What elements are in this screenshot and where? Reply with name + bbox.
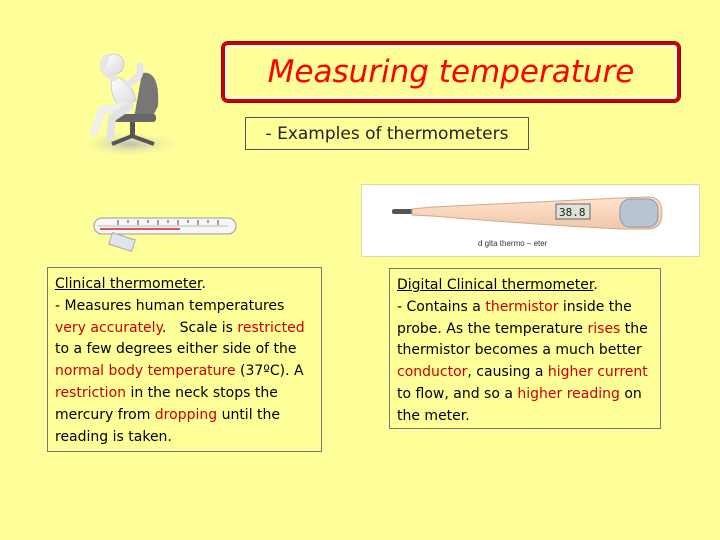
subtitle-box (245, 117, 529, 150)
clinical-thermometer-icon (88, 210, 240, 254)
highlight-text: conductor (397, 364, 468, 381)
text-segment: . Scale is (161, 319, 238, 336)
subtitle: - Examples of thermometers (265, 123, 509, 144)
text-segment: in the neck stops the mercury from (55, 384, 278, 423)
text-segment: on the meter. (397, 385, 642, 424)
highlight-text: restriction (55, 384, 127, 401)
title-box (222, 42, 680, 102)
thinking-person-icon (72, 48, 192, 160)
page-title: Measuring temperature (267, 54, 635, 90)
highlight-text: higher reading (517, 385, 620, 402)
digital-caption: d glta thermo – eter (478, 239, 548, 248)
text-segment: inside the probe. As the temperature (397, 298, 632, 337)
highlight-text: higher current (547, 364, 648, 381)
text-segment: - Contains a (397, 298, 486, 315)
highlight-text: restricted (237, 319, 305, 336)
highlight-text: thermistor (485, 298, 559, 315)
text-segment: . (201, 276, 206, 292)
digital-heading: Digital Clinical thermometer (397, 277, 594, 293)
display-reading: 38.8 (559, 206, 586, 219)
text-segment: to flow, and so a (397, 385, 518, 402)
text-segment: the thermistor becomes a much better (397, 320, 648, 359)
text-segment: to a few degrees either side of the (55, 341, 297, 358)
highlight-text: dropping (154, 406, 218, 423)
highlight-text: very accurately (55, 319, 162, 336)
text-segment: until the reading is taken. (55, 406, 281, 445)
text-segment: . (593, 277, 598, 293)
highlight-text: rises (587, 320, 621, 337)
clinical-heading: Clinical thermometer (55, 276, 202, 292)
text-segment: (37ºC). A (235, 363, 304, 380)
digital-info-box (389, 268, 661, 429)
text-segment: , causing a (467, 364, 548, 381)
text-segment: - Measures human temperatures (55, 297, 285, 314)
highlight-text: normal body temperature (55, 363, 236, 380)
clinical-info-box (47, 267, 322, 452)
